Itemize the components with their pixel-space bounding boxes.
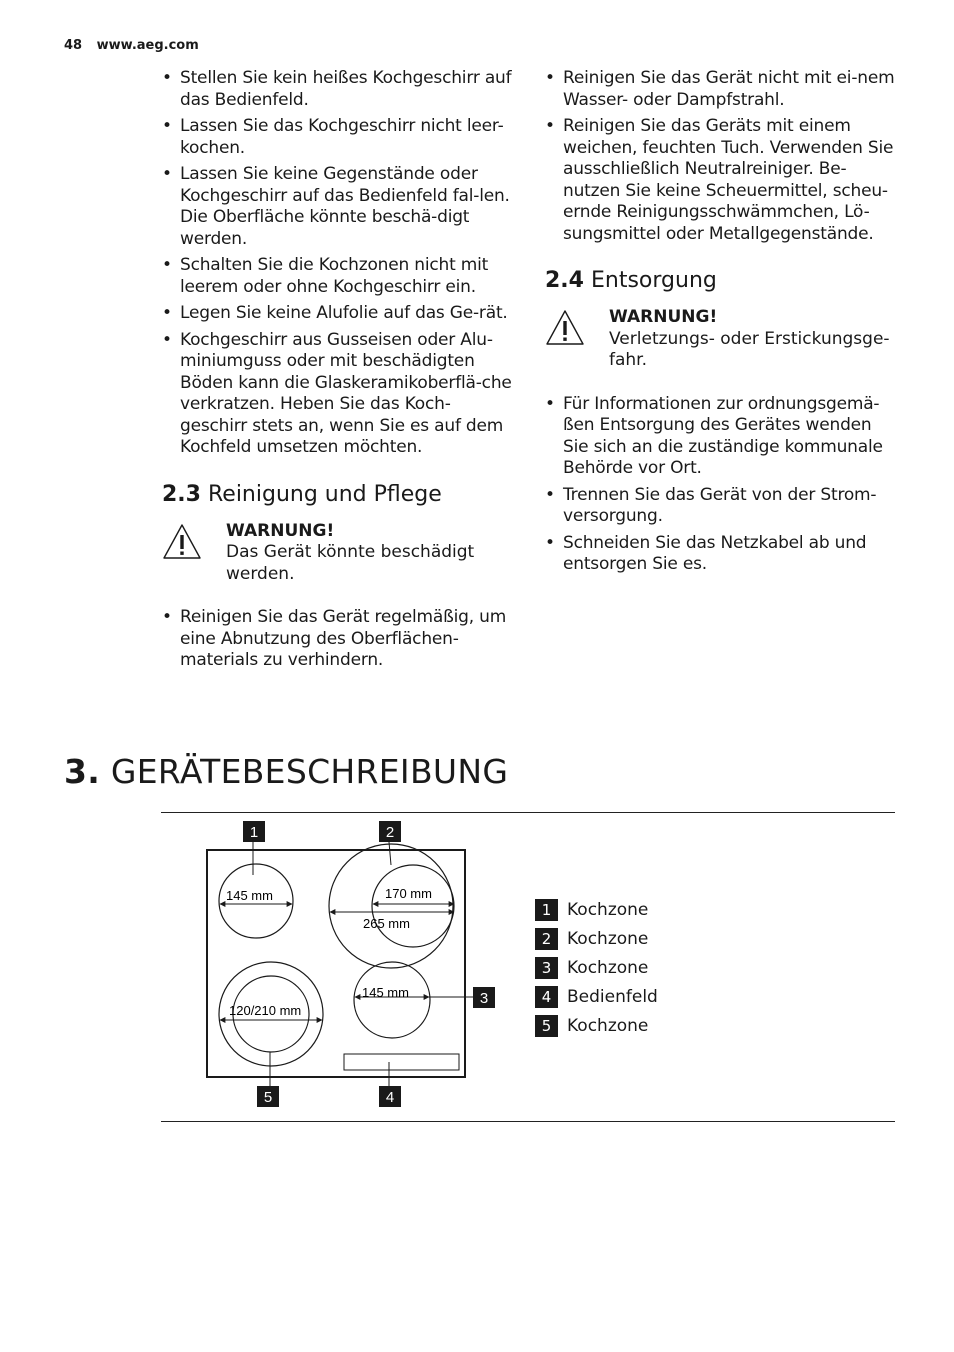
legend-label: Kochzone	[567, 1015, 649, 1036]
website-url: www.aeg.com	[96, 38, 199, 53]
dimension-label: 170 mm	[385, 886, 432, 901]
legend-label: Bedienfeld	[567, 986, 658, 1007]
section-heading-2-4	[545, 267, 897, 295]
legend-item	[535, 953, 658, 982]
list-item: • Lassen Sie keine Gegenstände oder Kochgeschirr auf das Bedienfeld fal-len. Die Oberfläche könnte beschä-digt werden.	[162, 164, 514, 250]
section-number: 2.3	[162, 481, 201, 507]
legend-item	[535, 1011, 658, 1040]
callout-3	[473, 987, 495, 1008]
left-column	[162, 68, 514, 677]
warning-triangle-icon	[162, 523, 202, 561]
list-item: • Lassen Sie das Kochgeschirr nicht leer-kochen.	[162, 116, 514, 159]
divider-top	[161, 812, 895, 813]
bullet-list	[162, 68, 514, 459]
svg-text:4: 4	[385, 1089, 395, 1106]
warning-triangle-icon	[545, 309, 585, 347]
legend-number: 2	[535, 928, 558, 950]
divider-bottom	[161, 1121, 895, 1122]
list-item: • Trennen Sie das Gerät von der Strom-versorgung.	[545, 485, 897, 528]
svg-text:5: 5	[263, 1089, 273, 1106]
bullet-list	[545, 68, 897, 245]
chapter-heading	[64, 752, 508, 791]
section-number: 2.4	[545, 268, 584, 293]
list-item: • Für Informationen zur ordnungsgemä-ßen Entsorgung des Gerätes wenden Sie sich an die zuständige kommunale Behörde vor Ort.	[545, 394, 897, 480]
bullet-list	[545, 394, 897, 576]
section-title: Reinigung und Pflege	[207, 481, 442, 507]
dimension-label: 145 mm	[362, 985, 409, 1000]
svg-text:3: 3	[479, 990, 489, 1007]
legend-label: Kochzone	[567, 899, 649, 920]
list-item: • Schalten Sie die Kochzonen nicht mit leerem oder ohne Kochgeschirr ein.	[162, 255, 514, 298]
cooking-zone-3	[354, 962, 430, 1038]
legend-item	[535, 924, 658, 953]
callout-2	[379, 821, 401, 842]
legend-number: 5	[535, 1015, 558, 1037]
hob-diagram	[205, 820, 505, 1115]
svg-text:2: 2	[385, 824, 395, 841]
callout-5	[257, 1086, 279, 1107]
legend-label: Kochzone	[567, 928, 649, 949]
page-number: 48	[64, 38, 83, 53]
legend-number: 3	[535, 957, 558, 979]
list-item: • Reinigen Sie das Gerät nicht mit ei-nem Wasser- oder Dampfstrahl.	[545, 68, 897, 111]
list-item: • Schneiden Sie das Netzkabel ab und entsorgen Sie es.	[545, 533, 897, 576]
warning-box	[162, 521, 514, 586]
legend-number: 1	[535, 899, 558, 921]
warning-text: Das Gerät könnte beschädigt werden.	[226, 542, 475, 584]
warning-title: WARNUNG!	[609, 307, 718, 327]
warning-box	[545, 307, 897, 372]
warning-title: WARNUNG!	[226, 520, 335, 541]
legend-item	[535, 982, 658, 1011]
list-item: • Stellen Sie kein heißes Kochgeschirr auf das Bedienfeld.	[162, 68, 514, 111]
chapter-number: 3.	[64, 752, 101, 791]
legend-label: Kochzone	[567, 957, 649, 978]
list-item: • Legen Sie keine Alufolie auf das Ge-rät.	[162, 303, 514, 325]
dimension-label: 265 mm	[363, 916, 410, 931]
dimension-label: 120/210 mm	[229, 1003, 302, 1018]
diagram-legend	[535, 895, 658, 1040]
section-title: Entsorgung	[590, 268, 717, 293]
list-item: • Kochgeschirr aus Gusseisen oder Alu-miniumguss oder mit beschädigten Böden kann die Glaskeramikoberflä-che verkratzen. Heben Sie das Koch-geschirr stets an, wenn Sie es auf dem Kochfeld umsetzen möchten.	[162, 330, 514, 459]
bullet-list	[162, 607, 514, 672]
chapter-title: GERÄTEBESCHREIBUNG	[110, 752, 509, 791]
legend-number: 4	[535, 986, 558, 1008]
warning-text: Verletzungs- oder Erstickungsge-fahr.	[609, 328, 890, 370]
right-column	[545, 68, 897, 581]
legend-item	[535, 895, 658, 924]
svg-text:1: 1	[249, 824, 259, 841]
callout-4	[379, 1086, 401, 1107]
list-item: • Reinigen Sie das Geräts mit einem weichen, feuchten Tuch. Verwenden Sie ausschließlich Neutralreiniger. Be-nutzen Sie keine Scheuermittel, scheu-ernde Reinigungsschwämmchen, Lö-sungsmittel oder Metallgegenstände.	[545, 116, 897, 245]
dimension-label: 145 mm	[226, 888, 273, 903]
page-header	[64, 38, 199, 53]
list-item: • Reinigen Sie das Gerät regelmäßig, um eine Abnutzung des Oberflächen-materials zu verhindern.	[162, 607, 514, 672]
section-heading-2-3	[162, 481, 514, 509]
callout-1	[243, 821, 265, 842]
cooking-zone-2-inner	[372, 865, 454, 947]
control-panel	[344, 1054, 459, 1070]
